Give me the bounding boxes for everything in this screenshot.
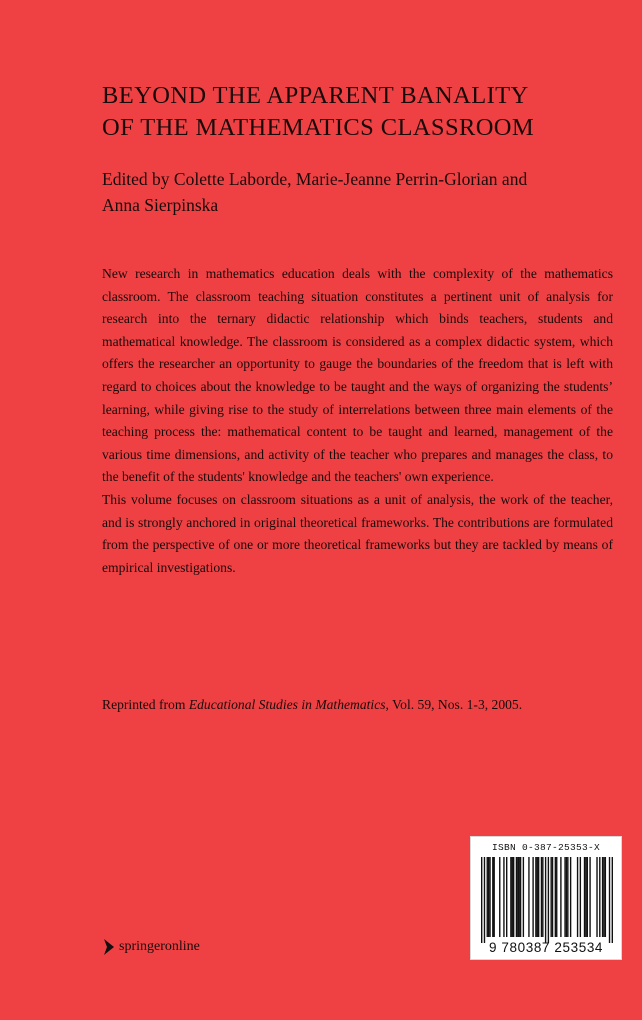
- barcode-bar: [550, 857, 551, 937]
- barcode-bar: [528, 857, 529, 937]
- barcode-bar: [520, 857, 521, 937]
- barcode-bar: [535, 857, 536, 937]
- barcode-bar: [512, 857, 513, 937]
- barcode-bar: [499, 857, 500, 937]
- barcode-bar: [519, 857, 520, 937]
- barcode-bar: [492, 857, 493, 937]
- barcode-bar: [585, 857, 586, 937]
- description-paragraph: New research in mathematics education deals with the complexity of the mathematics classroom. The classroom teaching situation constitutes a pertinent unit of analysis for research into the ternary didactic relationship which binds teachers, students and mathematical knowledge. The classroom is considered as a complex didactic system, which offers the researcher an opportunity to gauge the boundaries of the freedom that is left with regard to choices about the knowledge to be taught and the ways of organizing the students’ learning, while giving rise to the study of interrelations between three main elements of the teaching process the: mathematical content to be taught and learned, management of the various time dimensions, and activity of the teacher who prepares and manages the class, to the benefit of the students' knowledge and the teachers' own experience.: [102, 266, 613, 485]
- barcode-bar: [603, 857, 604, 937]
- barcode-bars: [481, 857, 613, 943]
- barcode-bar: [584, 857, 585, 937]
- book-description: [102, 263, 613, 579]
- barcode-bar: [555, 857, 556, 937]
- barcode-bar: [541, 857, 542, 937]
- isbn-barcode: [470, 836, 622, 960]
- editors: [102, 166, 602, 218]
- barcode-bar: [513, 857, 514, 937]
- barcode-bar: [599, 857, 600, 937]
- description-paragraph: This volume focuses on classroom situations as a unit of analysis, the work of the teacher, and is strongly anchored in original theoretical frameworks. The contributions are formulated from the perspective of one or more theoretical frameworks but they are tackled by means of empirical investigations.: [102, 491, 613, 575]
- barcode-bar: [503, 857, 504, 937]
- chevron-right-icon: [103, 939, 115, 955]
- barcode-bar: [517, 857, 518, 937]
- ean-digits: 9 780387 253534: [488, 940, 604, 955]
- editors-line: Edited by Colette Laborde, Marie-Jeanne Perrin-Glorian and: [102, 169, 528, 189]
- barcode-bar: [577, 857, 578, 937]
- barcode-bar: [564, 857, 565, 937]
- barcode-bar: [542, 857, 543, 937]
- barcode-bar: [489, 857, 490, 937]
- barcode-bar: [538, 857, 539, 937]
- barcode-bar: [566, 857, 567, 937]
- barcode-bar: [532, 857, 533, 937]
- publisher-name: springeronline: [119, 939, 200, 954]
- barcode-bar: [484, 857, 485, 943]
- barcode-bar: [589, 857, 590, 937]
- barcode-bar: [523, 857, 524, 937]
- barcode-bar: [612, 857, 613, 943]
- barcode-bar: [494, 857, 495, 937]
- barcode-bar: [570, 857, 571, 937]
- barcode-bar: [481, 857, 482, 943]
- journal-name: Educational Studies in Mathematics: [188, 697, 386, 712]
- barcode-bar: [537, 857, 538, 937]
- barcode-bar: [487, 857, 488, 937]
- editors-line: Anna Sierpinska: [102, 195, 219, 215]
- barcode-bar: [488, 857, 489, 937]
- barcode-bar: [556, 857, 557, 937]
- barcode-bar: [605, 857, 606, 937]
- title-line: BEYOND THE APPARENT BANALITY: [102, 82, 529, 109]
- barcode-bar: [596, 857, 597, 937]
- barcode-bar: [609, 857, 610, 943]
- publisher-logo: [103, 939, 200, 955]
- barcode-bar: [587, 857, 588, 937]
- barcode-bar: [510, 857, 511, 937]
- reprint-prefix: Reprinted from: [102, 697, 189, 712]
- barcode-bar: [552, 857, 553, 937]
- barcode-bar: [545, 857, 546, 943]
- barcode-bar: [548, 857, 549, 943]
- barcode-bar: [506, 857, 507, 937]
- barcode-bar: [516, 857, 517, 937]
- barcode-bar: [580, 857, 581, 937]
- isbn-label: ISBN 0-387-25353-X: [491, 842, 601, 853]
- book-title: [102, 80, 622, 144]
- barcode-bar: [567, 857, 568, 937]
- reprint-note: [102, 694, 622, 716]
- barcode-bar: [560, 857, 561, 937]
- barcode-bar: [602, 857, 603, 937]
- title-line: OF THE MATHEMATICS CLASSROOM: [102, 114, 535, 141]
- reprint-suffix: , Vol. 59, Nos. 1-3, 2005.: [385, 697, 523, 712]
